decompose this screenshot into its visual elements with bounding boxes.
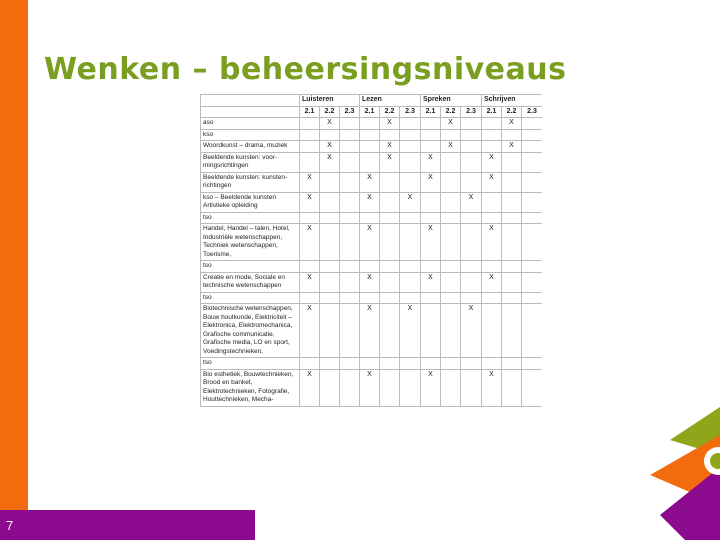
mark-cell: [421, 292, 441, 304]
mark-cell: [441, 152, 461, 172]
mark-cell: [360, 212, 380, 224]
mark-cell: X: [482, 172, 502, 192]
mark-cell: [421, 118, 441, 130]
sub-header-cell: 2.1: [482, 106, 502, 118]
mark-cell: [300, 118, 320, 130]
mark-cell: [340, 304, 360, 358]
mark-cell: [461, 141, 482, 153]
sub-header-cell: 2.1: [300, 106, 320, 118]
table-row: [201, 358, 543, 370]
mark-cell: X: [300, 172, 320, 192]
mark-cell: [380, 292, 400, 304]
mark-cell: [461, 369, 482, 406]
mark-cell: [502, 369, 522, 406]
mark-cell: X: [502, 118, 522, 130]
row-label: Beeldende kunsten: kunsten-richtingen: [201, 172, 300, 192]
mark-cell: [340, 129, 360, 141]
mark-cell: [380, 129, 400, 141]
mark-cell: [320, 358, 340, 370]
mark-cell: [340, 172, 360, 192]
row-label: Creatie en mode, Sociale en technische wetenschappen: [201, 272, 300, 292]
mark-cell: [360, 141, 380, 153]
group-header: Spreken: [421, 95, 482, 107]
mark-cell: [360, 129, 380, 141]
mark-cell: [461, 118, 482, 130]
mark-cell: X: [482, 272, 502, 292]
mark-cell: [522, 224, 543, 261]
mark-cell: [522, 192, 543, 212]
row-label: Handel, Handel – talen, Hotel, Industriële wetenschappen, Techniek wetenschappen, Toerisme,: [201, 224, 300, 261]
row-label: tso: [201, 292, 300, 304]
row-label: tso: [201, 358, 300, 370]
mark-cell: [400, 358, 421, 370]
mark-cell: [400, 272, 421, 292]
mark-cell: [320, 292, 340, 304]
mark-cell: [502, 152, 522, 172]
sub-header-row: [201, 106, 543, 118]
table-row: [201, 261, 543, 273]
mark-cell: [441, 261, 461, 273]
mark-cell: [461, 172, 482, 192]
mark-cell: [300, 212, 320, 224]
mark-cell: X: [300, 272, 320, 292]
mark-cell: [441, 358, 461, 370]
table-row: [201, 152, 543, 172]
sub-header-cell: 2.1: [360, 106, 380, 118]
mark-cell: [461, 272, 482, 292]
mark-cell: [461, 292, 482, 304]
mark-cell: [300, 292, 320, 304]
mark-cell: [380, 272, 400, 292]
mark-cell: [320, 129, 340, 141]
mark-cell: [522, 152, 543, 172]
mark-cell: [502, 129, 522, 141]
mark-cell: [522, 304, 543, 358]
mark-cell: [400, 141, 421, 153]
sub-header-cell: 2.1: [421, 106, 441, 118]
mark-cell: [482, 358, 502, 370]
mark-cell: X: [482, 152, 502, 172]
mark-cell: X: [360, 192, 380, 212]
row-label: Bio esthetiek, Bouwtechnieken, Brood en banket, Elektrotechnieken, Fotografie, Houttechnieken, Mecha-: [201, 369, 300, 406]
mark-cell: [441, 224, 461, 261]
mark-cell: [320, 304, 340, 358]
mark-cell: [320, 224, 340, 261]
mark-cell: [522, 261, 543, 273]
mark-cell: [461, 212, 482, 224]
mark-cell: [400, 292, 421, 304]
mark-cell: X: [300, 224, 320, 261]
mark-cell: [360, 118, 380, 130]
mark-cell: [300, 141, 320, 153]
mark-cell: X: [380, 118, 400, 130]
mark-cell: [482, 212, 502, 224]
mark-cell: X: [300, 192, 320, 212]
table-row: [201, 369, 543, 406]
mark-cell: [400, 369, 421, 406]
mark-cell: X: [502, 141, 522, 153]
sub-header-cell: 2.2: [380, 106, 400, 118]
decorative-logo-shapes: [650, 395, 720, 540]
mark-cell: X: [461, 192, 482, 212]
mark-cell: [522, 212, 543, 224]
table-row: [201, 272, 543, 292]
mark-cell: [461, 261, 482, 273]
mark-cell: X: [380, 141, 400, 153]
mark-cell: [421, 304, 441, 358]
mark-cell: [340, 224, 360, 261]
mark-cell: [340, 292, 360, 304]
mark-cell: [300, 152, 320, 172]
page-number: 7: [6, 518, 14, 533]
table-row: [201, 304, 543, 358]
mark-cell: [300, 129, 320, 141]
mark-cell: [360, 261, 380, 273]
mark-cell: [421, 358, 441, 370]
mark-cell: [320, 272, 340, 292]
mark-cell: [502, 172, 522, 192]
mark-cell: X: [400, 304, 421, 358]
mark-cell: X: [441, 141, 461, 153]
mark-cell: X: [320, 152, 340, 172]
group-header: Schrijven: [482, 95, 543, 107]
sub-header-cell: 2.3: [400, 106, 421, 118]
table-row: [201, 118, 543, 130]
mark-cell: [482, 118, 502, 130]
row-label: aso: [201, 118, 300, 130]
mark-cell: X: [320, 118, 340, 130]
mark-cell: [502, 358, 522, 370]
sub-header-cell: 2.3: [522, 106, 543, 118]
empty-corner: [201, 106, 300, 118]
mark-cell: X: [380, 152, 400, 172]
table-row: [201, 141, 543, 153]
row-label: Beeldende kunsten: voor-mingsrichtingen: [201, 152, 300, 172]
mark-cell: [320, 212, 340, 224]
sub-header-cell: 2.3: [340, 106, 360, 118]
mark-cell: [360, 152, 380, 172]
mark-cell: [502, 261, 522, 273]
mark-cell: [380, 172, 400, 192]
group-header: Luisteren: [300, 95, 360, 107]
mark-cell: [340, 192, 360, 212]
mark-cell: [421, 129, 441, 141]
row-label: kso: [201, 129, 300, 141]
mark-cell: [502, 304, 522, 358]
sub-header-cell: 2.2: [320, 106, 340, 118]
mark-cell: [400, 261, 421, 273]
mark-cell: [522, 118, 543, 130]
mark-cell: [380, 192, 400, 212]
mark-cell: [320, 172, 340, 192]
mark-cell: [502, 212, 522, 224]
mark-cell: [441, 304, 461, 358]
mark-cell: [441, 212, 461, 224]
mark-cell: [400, 129, 421, 141]
sub-header-cell: 2.2: [441, 106, 461, 118]
mark-cell: [502, 192, 522, 212]
mark-cell: X: [482, 369, 502, 406]
mark-cell: X: [421, 224, 441, 261]
mark-cell: [360, 358, 380, 370]
mark-cell: [380, 358, 400, 370]
mark-cell: [340, 152, 360, 172]
mark-cell: X: [400, 192, 421, 212]
mark-cell: [380, 304, 400, 358]
mark-cell: [522, 358, 543, 370]
mark-cell: [320, 261, 340, 273]
mark-cell: [482, 192, 502, 212]
mark-cell: X: [360, 224, 380, 261]
mark-cell: [380, 369, 400, 406]
mark-cell: [482, 129, 502, 141]
mark-cell: [441, 292, 461, 304]
mark-cell: X: [482, 224, 502, 261]
mark-cell: [300, 261, 320, 273]
mark-cell: X: [360, 272, 380, 292]
mark-cell: [482, 292, 502, 304]
mark-cell: [522, 369, 543, 406]
mark-cell: [360, 292, 380, 304]
orange-side-bar: [0, 0, 28, 510]
mark-cell: [461, 152, 482, 172]
mark-cell: [522, 141, 543, 153]
group-header: Lezen: [360, 95, 421, 107]
mark-cell: [380, 224, 400, 261]
mark-cell: [400, 118, 421, 130]
table-row: [201, 212, 543, 224]
mark-cell: X: [441, 118, 461, 130]
mark-cell: [400, 172, 421, 192]
mark-cell: [441, 369, 461, 406]
mark-cell: X: [421, 152, 441, 172]
mark-cell: X: [421, 369, 441, 406]
mark-cell: [400, 152, 421, 172]
mark-cell: [400, 212, 421, 224]
group-header-row: [201, 95, 543, 107]
mark-cell: [441, 272, 461, 292]
proficiency-table: [200, 94, 542, 508]
table-row: [201, 172, 543, 192]
mark-cell: [482, 304, 502, 358]
mark-cell: [441, 129, 461, 141]
mark-cell: [340, 261, 360, 273]
mark-cell: [461, 358, 482, 370]
mark-cell: [421, 141, 441, 153]
mark-cell: [340, 212, 360, 224]
mark-cell: [300, 358, 320, 370]
mark-cell: X: [360, 369, 380, 406]
mark-cell: [320, 192, 340, 212]
table-row: [201, 129, 543, 141]
mark-cell: [380, 212, 400, 224]
row-label: kso – Beeldende kunsten Artistieke opleiding: [201, 192, 300, 212]
empty-corner: [201, 95, 300, 107]
mark-cell: X: [320, 141, 340, 153]
table-row: [201, 292, 543, 304]
mark-cell: X: [300, 304, 320, 358]
mark-cell: [461, 224, 482, 261]
mark-cell: [522, 129, 543, 141]
mark-cell: [482, 141, 502, 153]
mark-cell: [421, 192, 441, 212]
mark-cell: X: [360, 304, 380, 358]
sub-header-cell: 2.3: [461, 106, 482, 118]
mark-cell: [400, 224, 421, 261]
mark-cell: X: [421, 272, 441, 292]
mark-cell: [502, 292, 522, 304]
mark-cell: X: [421, 172, 441, 192]
mark-cell: [320, 369, 340, 406]
table-row: [201, 192, 543, 212]
mark-cell: [522, 272, 543, 292]
mark-cell: [340, 118, 360, 130]
mark-cell: [421, 212, 441, 224]
mark-cell: [461, 129, 482, 141]
mark-cell: X: [461, 304, 482, 358]
mark-cell: [502, 224, 522, 261]
row-label: tso: [201, 261, 300, 273]
row-label: Biotechnische wetenschappen, Bouw houtkunde, Elektriciteit – Elektronica, Elektromechanica, Grafische communicatie, Grafische media, LO en sport, Voedingstechnieken,: [201, 304, 300, 358]
mark-cell: [340, 272, 360, 292]
mark-cell: [340, 141, 360, 153]
mark-cell: [482, 261, 502, 273]
mark-cell: [522, 292, 543, 304]
mark-cell: X: [360, 172, 380, 192]
mark-cell: [340, 358, 360, 370]
mark-cell: X: [300, 369, 320, 406]
purple-footer-bar: [0, 510, 255, 540]
table-row: [201, 224, 543, 261]
sub-header-cell: 2.2: [502, 106, 522, 118]
row-label: Woordkunst – drama, muziek: [201, 141, 300, 153]
mark-cell: [421, 261, 441, 273]
mark-cell: [522, 172, 543, 192]
mark-cell: [340, 369, 360, 406]
mark-cell: [502, 272, 522, 292]
mark-cell: [380, 261, 400, 273]
mark-cell: [441, 172, 461, 192]
mark-cell: [441, 192, 461, 212]
slide-title: Wenken – beheersingsniveaus: [44, 52, 567, 87]
row-label: tso: [201, 212, 300, 224]
